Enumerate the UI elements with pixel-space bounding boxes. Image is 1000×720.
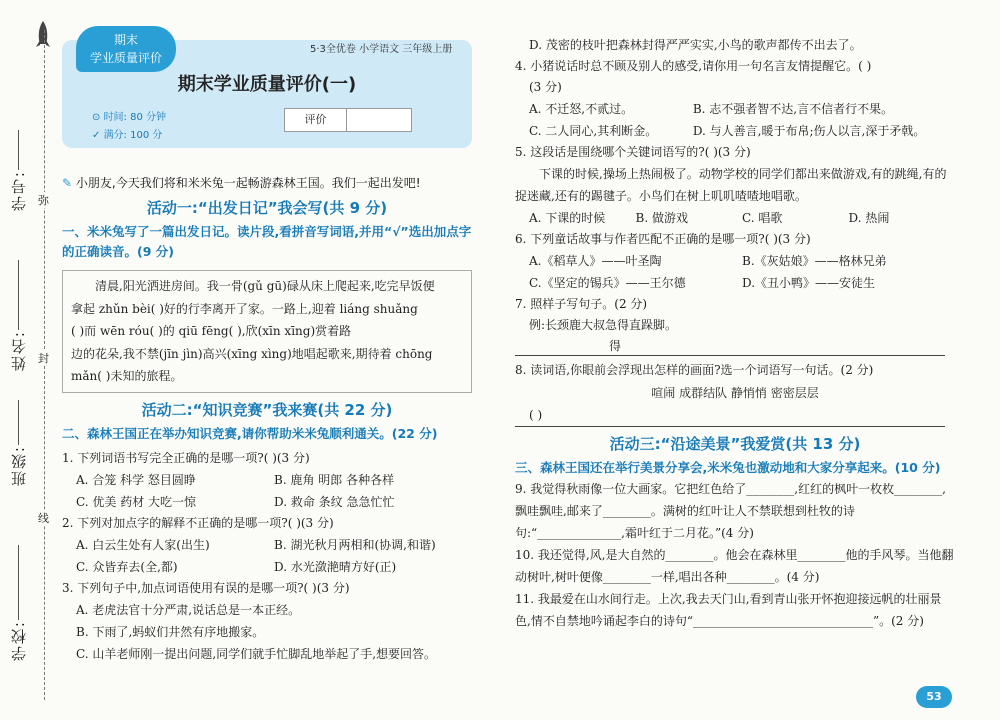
q3-option-d[interactable]: D. 茂密的枝叶把森林封得严严实实,小鸟的歌声都传不出去了。 <box>529 38 862 52</box>
q2-options-row-2 <box>62 556 472 578</box>
q7-de-char: 得 <box>609 339 622 353</box>
q5-option-b[interactable]: B. 做游戏 <box>635 211 688 225</box>
question-4: 4. 小猪说话时总不顾及别人的感受,请你用一句名言友情提醒它。( ) <box>515 59 872 73</box>
question-5: 5. 这段话是围绕哪个关键词语写的?( )(3 分) <box>515 145 751 159</box>
badge-line-1: 期末 <box>113 33 138 47</box>
q4-option-d[interactable]: D. 与人善言,暖于布帛;伤人以言,深于矛戟。 <box>692 124 926 138</box>
passage-line: mǎn( )未知的旅程。 <box>71 369 183 383</box>
question-11[interactable]: 11. 我最爱在山水间行走。上次,我去天门山,看到青山张开怀抱迎接远帆的壮丽景色,情不自禁地吟诵起李白的诗句“______________________________”。(2 分) <box>515 592 942 628</box>
series-label: 5·3全优卷 小学语文 三年级上册 <box>310 44 453 55</box>
q5-options <box>515 207 955 229</box>
question-8: 8. 读词语,你眼前会浮现出怎样的画面?选一个词语写一句话。(2 分) <box>515 363 874 377</box>
activity-3-title: 活动三:“沿途美景”我爱赏(共 13 分) <box>609 435 861 453</box>
question-10[interactable]: 10. 我还觉得,风,是大自然的________。他会在森林里________他的手风琴。当他翻动树叶,树叶便像________一样,唱出各种________。(4 分) <box>515 548 954 584</box>
time-text: 时间: 80 分钟 <box>103 112 167 123</box>
exam-header <box>62 26 472 154</box>
seal-mark-xian: 线 <box>38 512 49 525</box>
binding-gutter <box>0 0 56 720</box>
q2-option-c[interactable]: C. 众皆弃去(全,都) <box>76 559 178 574</box>
q6-option-b[interactable]: B.《灰姑娘》——格林兄弟 <box>742 254 887 268</box>
q5-option-a[interactable]: A. 下课的时候 <box>529 211 606 225</box>
score-text: 满分: 100 分 <box>103 130 163 141</box>
name-line <box>18 260 19 330</box>
left-column <box>62 26 472 665</box>
q8-words: 喧闹 成群结队 静悄悄 密密层层 <box>651 386 819 400</box>
question-7: 7. 照样子写句子。(2 分) <box>515 297 648 311</box>
q8-answer-line[interactable] <box>515 405 945 427</box>
q1-options-row-2 <box>62 491 472 513</box>
q4-options-row-1 <box>515 98 955 120</box>
q6-option-a[interactable]: A.《稻草人》——叶圣陶 <box>529 254 662 268</box>
student-id-label: 学号: <box>10 170 28 212</box>
passage-line: 拿起 zhǔn bèi( )好的行李离开了家。一路上,迎着 liáng shuǎng <box>71 301 418 316</box>
q1-option-c[interactable]: C. 优美 药材 大吃一惊 <box>76 494 197 509</box>
page-number: 53 <box>916 686 952 708</box>
passage-line: ( )而 wēn róu( )的 qiū fēng( ),欣(xīn xīng)赏着路 <box>71 324 352 338</box>
question-1: 1. 下列词语书写完全正确的是哪一项?( )(3 分) <box>62 450 310 465</box>
q3-option-a[interactable]: A. 老虎法官十分严肃,说话总是一本正经。 <box>76 602 301 617</box>
q7-answer-line[interactable] <box>515 336 945 356</box>
evaluation-box[interactable] <box>284 108 412 132</box>
badge-line-2: 学业质量评价 <box>89 51 162 65</box>
q4-options-row-2 <box>515 120 955 142</box>
q4-option-b[interactable]: B. 志不强者智不达,言不信者行不果。 <box>692 102 894 116</box>
question-3: 3. 下列句子中,加点词语使用有误的是哪一项?( )(3 分) <box>62 580 350 595</box>
q1-option-b[interactable]: B. 鹿角 明郎 各种各样 <box>274 472 395 487</box>
question-6: 6. 下列童话故事与作者匹配不正确的是哪一项?( )(3 分) <box>515 232 811 246</box>
passage-line: 边的花朵,我不禁(jīn jìn)高兴(xīng xìng)地唱起歌来,期待着 chōng <box>71 346 433 361</box>
pencil-icon: ✎ <box>62 176 76 190</box>
intro-text <box>62 174 472 191</box>
q1-option-a[interactable]: A. 合笼 科学 怒目圆睁 <box>76 472 196 487</box>
score-info <box>92 126 162 141</box>
intro-sentence: 小朋友,今天我们将和米米兔一起畅游森林王国。我们一起出发吧! <box>75 176 421 190</box>
activity-1-title: 活动一:“出发日记”我会写(共 9 分) <box>146 199 388 217</box>
q1-option-d[interactable]: D. 救命 条纹 急急忙忙 <box>274 494 395 509</box>
activity-2-title: 活动二:“知识竞赛”我来赛(共 22 分) <box>141 400 393 419</box>
q6-options-row-1 <box>515 250 955 272</box>
q5-option-d[interactable]: D. 热闹 <box>848 211 890 225</box>
q5-option-c[interactable]: C. 唱歌 <box>742 211 783 225</box>
q8-word-blank: ( ) <box>529 408 543 422</box>
evaluation-label: 评价 <box>285 109 347 131</box>
passage-line: 清晨,阳光洒进房间。我一骨(gǔ gū)碌从床上爬起来,吃完早饭便 <box>95 279 435 293</box>
question-2: 2. 下列对加点字的解释不正确的是哪一项?( )(3 分) <box>62 515 334 530</box>
q4-score: (3 分) <box>529 80 562 94</box>
name-label: 姓名: <box>10 330 28 372</box>
q2-options-row-1 <box>62 534 472 556</box>
section-3-instruction: 三、森林王国还在举行美景分享会,米米兔也激动地和大家分享起来。(10 分) <box>515 460 941 475</box>
q6-options-row-2 <box>515 272 955 294</box>
school-label: 学校: <box>10 620 28 662</box>
diary-passage[interactable] <box>62 270 472 393</box>
section-2-instruction: 二、森林王国正在举办知识竞赛,请你帮助米米兔顺利通关。(22 分) <box>62 425 438 441</box>
class-label: 班级: <box>10 445 28 487</box>
class-line <box>18 400 19 445</box>
q1-options-row-1 <box>62 469 472 491</box>
check-icon: ✓ <box>92 130 104 141</box>
q7-example: 例:长颈鹿大叔急得直跺脚。 <box>529 318 678 332</box>
q2-option-b[interactable]: B. 湖光秋月两相和(协调,和谐) <box>274 537 436 552</box>
seal-mark-mi: 弥 <box>38 194 49 207</box>
school-line <box>18 545 19 620</box>
clock-icon: ⊙ <box>92 112 104 123</box>
q6-option-d[interactable]: D.《丑小鸭》——安徒生 <box>742 276 876 290</box>
q2-option-d[interactable]: D. 水光潋滟晴方好(正) <box>274 559 397 574</box>
exam-badge <box>76 26 176 72</box>
q4-option-c[interactable]: C. 二人同心,其利断金。 <box>529 124 658 138</box>
q4-option-a[interactable]: A. 不迁怒,不贰过。 <box>529 102 634 116</box>
q5-passage: 下课的时候,操场上热闹极了。动物学校的同学们都出来做游戏,有的跳绳,有的捉迷藏,还有的踢毽子。小鸟们在树上叽叽喳喳地唱歌。 <box>515 167 947 203</box>
right-column <box>515 34 955 632</box>
page-title: 期末学业质量评价(一) <box>177 74 357 95</box>
time-info <box>92 108 166 123</box>
q2-option-a[interactable]: A. 白云生处有人家(出生) <box>76 537 210 552</box>
q6-option-c[interactable]: C.《坚定的锡兵》——王尔德 <box>529 276 686 290</box>
question-9[interactable]: 9. 我觉得秋雨像一位大画家。它把红色给了________,红红的枫叶一枚枚________,飘哇飘哇,邮来了________。满树的红叶让人不禁联想到杜牧的诗句:“______________,霜叶红于二月花。”(4 分) <box>515 482 946 540</box>
seal-mark-feng: 封 <box>38 352 49 365</box>
q3-option-c[interactable]: C. 山羊老师刚一提出问题,同学们就手忙脚乱地举起了手,想要回答。 <box>76 646 437 661</box>
section-1-instruction: 一、米米兔写了一篇出发日记。读片段,看拼音写词语,并用“√”选出加点字的正确读音。(9 分) <box>62 224 472 259</box>
student-id-line <box>18 130 19 170</box>
q3-option-b[interactable]: B. 下雨了,蚂蚁们井然有序地搬家。 <box>76 624 265 639</box>
rocket-icon <box>34 20 52 50</box>
